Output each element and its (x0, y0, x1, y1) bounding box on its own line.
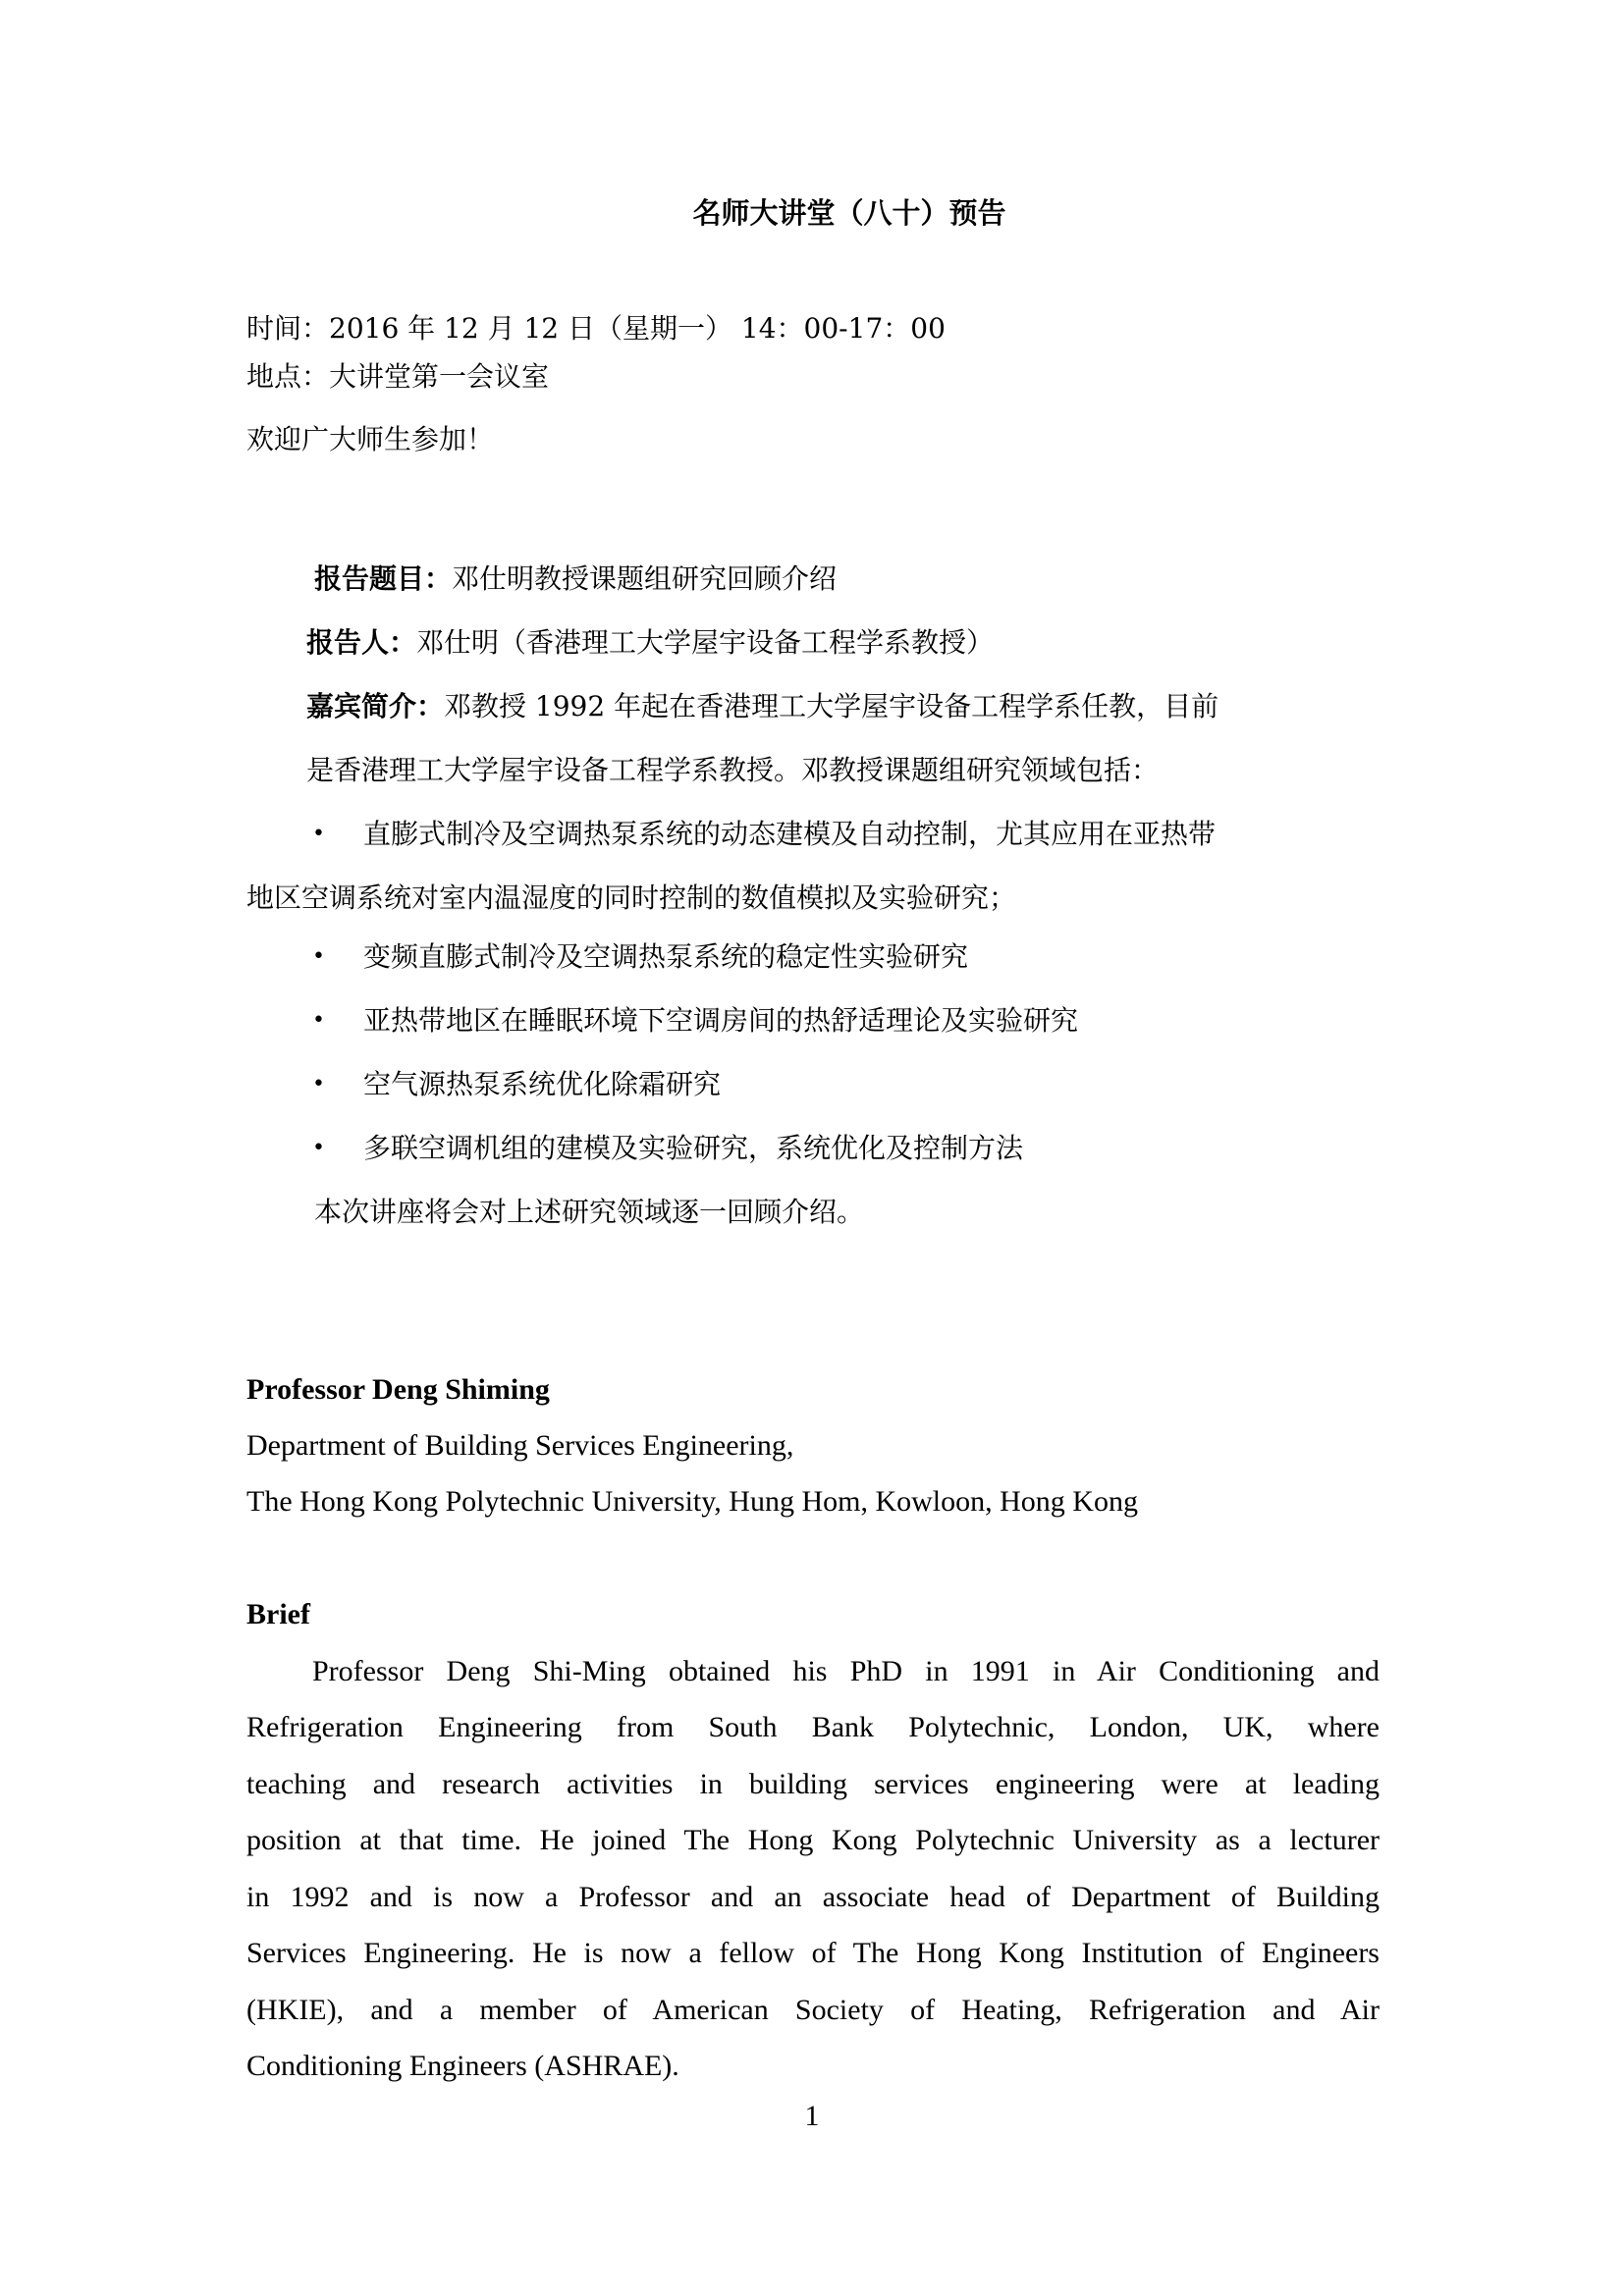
bullet-icon: • (312, 1136, 325, 1160)
brief-line: Conditioning Engineers (ASHRAE). (246, 2050, 679, 2082)
page-title: 名师大讲堂（八十）预告 (692, 196, 1006, 230)
speaker-name-en: Professor Deng Shiming (246, 1373, 550, 1406)
page-number: 1 (804, 2100, 820, 2132)
research-area-item: 直膨式制冷及空调热泵系统的动态建模及自动控制，尤其应用在亚热带 (363, 818, 1217, 850)
brief-line: Refrigeration Engineering from South Bank Polytechnic, London, UK, where (246, 1711, 1380, 1743)
talk-topic (314, 562, 837, 596)
closing-text: 本次讲座将会对上述研究领域逐一回顾介绍。 (314, 1196, 865, 1228)
talk-speaker-value: 邓仕明（香港理工大学屋宇设备工程学系教授） (416, 626, 995, 659)
guest-bio-line-1 (306, 690, 1218, 723)
bullet-icon: • (312, 1008, 325, 1033)
bullet-icon: • (312, 944, 325, 969)
welcome-text: 欢迎广大师生参加！ (246, 423, 495, 455)
brief-line: position at that time. He joined The Hong Kong Polytechnic University as a lecturer (246, 1824, 1380, 1856)
brief-line: teaching and research activities in building services engineering were at leading (246, 1768, 1380, 1800)
guest-bio-line-2: 是香港理工大学屋宇设备工程学系教授。邓教授课题组研究领域包括： (306, 754, 1160, 786)
bullet-icon: • (312, 1072, 325, 1096)
research-area-item: 变频直膨式制冷及空调热泵系统的稳定性实验研究 (363, 940, 969, 973)
talk-speaker-label: 报告人： (306, 626, 417, 659)
research-area-item: 空气源热泵系统优化除霜研究 (363, 1068, 722, 1100)
brief-line: Professor Deng Shi-Ming obtained his PhD in 1991 in Air Conditioning and (312, 1655, 1380, 1687)
event-time: 时间：2016 年 12 月 12 日（星期一） 14：00-17：00 (246, 312, 946, 345)
brief-line: (HKIE), and a member of American Society of Heating, Refrigeration and Air (246, 1994, 1380, 2026)
talk-topic-label: 报告题目： (314, 562, 453, 595)
research-area-item: 亚热带地区在睡眠环境下空调房间的热舒适理论及实验研究 (363, 1004, 1079, 1037)
brief-line: Services Engineering. He is now a fellow of The Hong Kong Institution of Engineers (246, 1937, 1380, 1969)
event-venue: 地点：大讲堂第一会议室 (246, 360, 550, 393)
talk-topic-value: 邓仕明教授课题组研究回顾介绍 (452, 562, 838, 595)
research-area-item: 多联空调机组的建模及实验研究，系统优化及控制方法 (363, 1132, 1024, 1164)
department-en: Department of Building Services Engineering, (246, 1429, 794, 1462)
bullet-icon: • (312, 822, 325, 846)
guest-bio-text-1: 邓教授 1992 年起在香港理工大学屋宇设备工程学系任教，目前 (444, 690, 1219, 722)
talk-speaker (306, 626, 994, 660)
research-area-item-continuation: 地区空调系统对室内温湿度的同时控制的数值模拟及实验研究； (246, 881, 1017, 914)
brief-line: in 1992 and is now a Professor and an associate head of Department of Building (246, 1881, 1380, 1913)
university-en: The Hong Kong Polytechnic University, Hung Hom, Kowloon, Hong Kong (246, 1485, 1138, 1518)
brief-heading: Brief (246, 1598, 310, 1630)
guest-bio-label: 嘉宾简介： (306, 690, 445, 722)
